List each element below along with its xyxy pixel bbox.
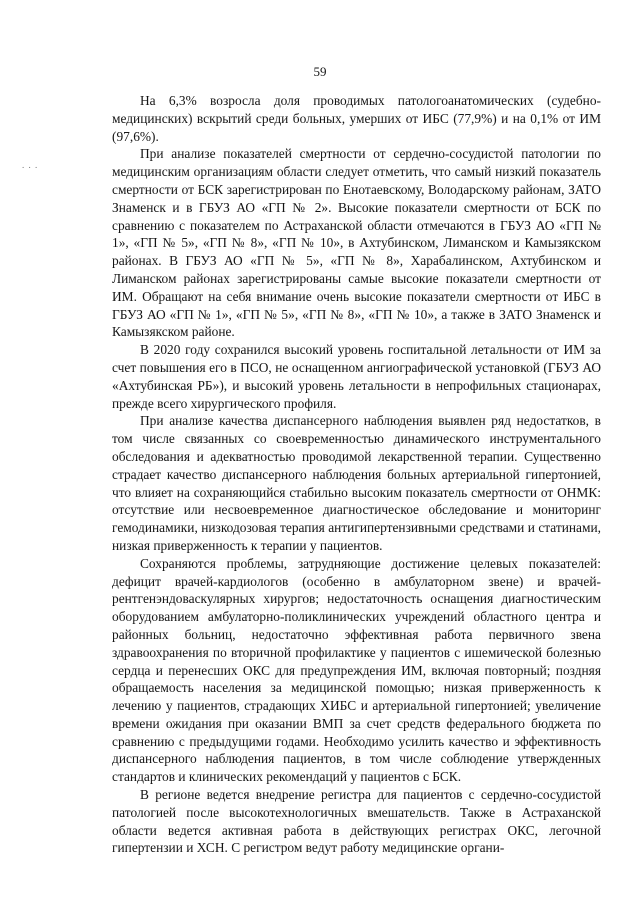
paragraph-autopsy-share: На 6,3% возросла доля проводимых патологоанатомических (судебно-медицинских) вскрытий среди больных, умерших от ИБС (77,9%) и на 0,1% от ИМ (97,6%). — [112, 93, 601, 144]
paragraph-mortality-analysis: При анализе показателей смертности от сердечно-сосудистой патологии по медицинским организациям области следует отметить, что самый низкий показатель смертности от БСК зарегистрирован по Енотаевскому, Володарскому районам, ЗАТО Знаменск и в ГБУЗ АО «ГП № 2». Высокие показатели смертности от БСК по сравнению с показателем по Астраханской области отмечаются в ГБУЗ АО «ГП № 1», «ГП № 5», «ГП № 8», «ГП № 10», в Ахтубинском, Лиманском и Камызякском районах. В ГБУЗ АО «ГП № 5», «ГП № 8», Харабалинском, Ахтубинском и Лиманском районах зарегистрированы самые высокие показатели смертности от ИМ. Обращают на себя внимание очень высокие показатели смертности от ИБС в ГБУЗ АО «ГП № 1», «ГП № 5», «ГП № 8», «ГП № 10», а также в ЗАТО Знаменск и Камызякском районе. — [112, 146, 601, 340]
paragraph-registry: В регионе ведется внедрение регистра для пациентов с сердечно-сосудистой патологией после высокотехнологичных вмешательств. Также в Астраханской области ведется активная работа в действующих регистрах ОКС, легочной гипертензии и ХСН. С регистром ведут работу медицинские органи- — [112, 787, 601, 856]
page-number: 59 — [313, 64, 327, 79]
body-text — [112, 92, 601, 857]
paragraph-dispensary-observation: При анализе качества диспансерного наблюдения выявлен ряд недостатков, в том числе связанных со своевременностью динамического инструментального обследования и адекватностью проводимой лекарственной терапии. Существенно страдает качество диспансерного наблюдения больных артериальной гипертонией, что влияет на сохраняющийся стабильно высоким показатель смертности от ОНМК: отсутствие или несвоевременное диагностическое обследование и мониторинг гемодинамики, низкодозовая терапия антигипертензивными средствами и статинами, низкая приверженность к терапии у пациентов. — [112, 413, 601, 553]
paragraph-problems: Сохраняются проблемы, затрудняющие достижение целевых показателей: дефицит врачей-кардиологов (особенно в амбулаторном звене) и врачей-рентгенэндоваскулярных хирургов; недостаточность оснащения диагностическим оборудованием амбулаторно-поликлинических учреждений областного центра и районных больниц, недостаточно эффективная работа первичного звена здравоохранения по вторичной профилактике у пациентов с ишемической болезнью сердца и перенесших ОКС для предупреждения ИМ, включая повторный; поздняя обращаемость населения за медицинской помощью; низкая приверженность к лечению у пациентов, страдающих ХИБС и артериальной гипертонией; увеличение времени ожидания при оказании ВМП за счет средств федерального бюджета по сравнению с предыдущими годами. Необходимо усилить качество и эффективность диспансерного наблюдения пациентов, в том числе соблюдение утвержденных стандартов и клинических рекомендаций у пациентов с БСК. — [112, 555, 601, 785]
margin-mark: . . . — [22, 160, 39, 170]
paragraph-hospital-lethality: В 2020 году сохранился высокий уровень госпитальной летальности от ИМ за счет повышения его в ПСО, не оснащенном ангиографической установкой (ГБУЗ АО «Ахтубинская РБ»), и высокий уровень летальности в непрофильных стационарах, прежде всего хирургического профиля. — [112, 342, 601, 411]
